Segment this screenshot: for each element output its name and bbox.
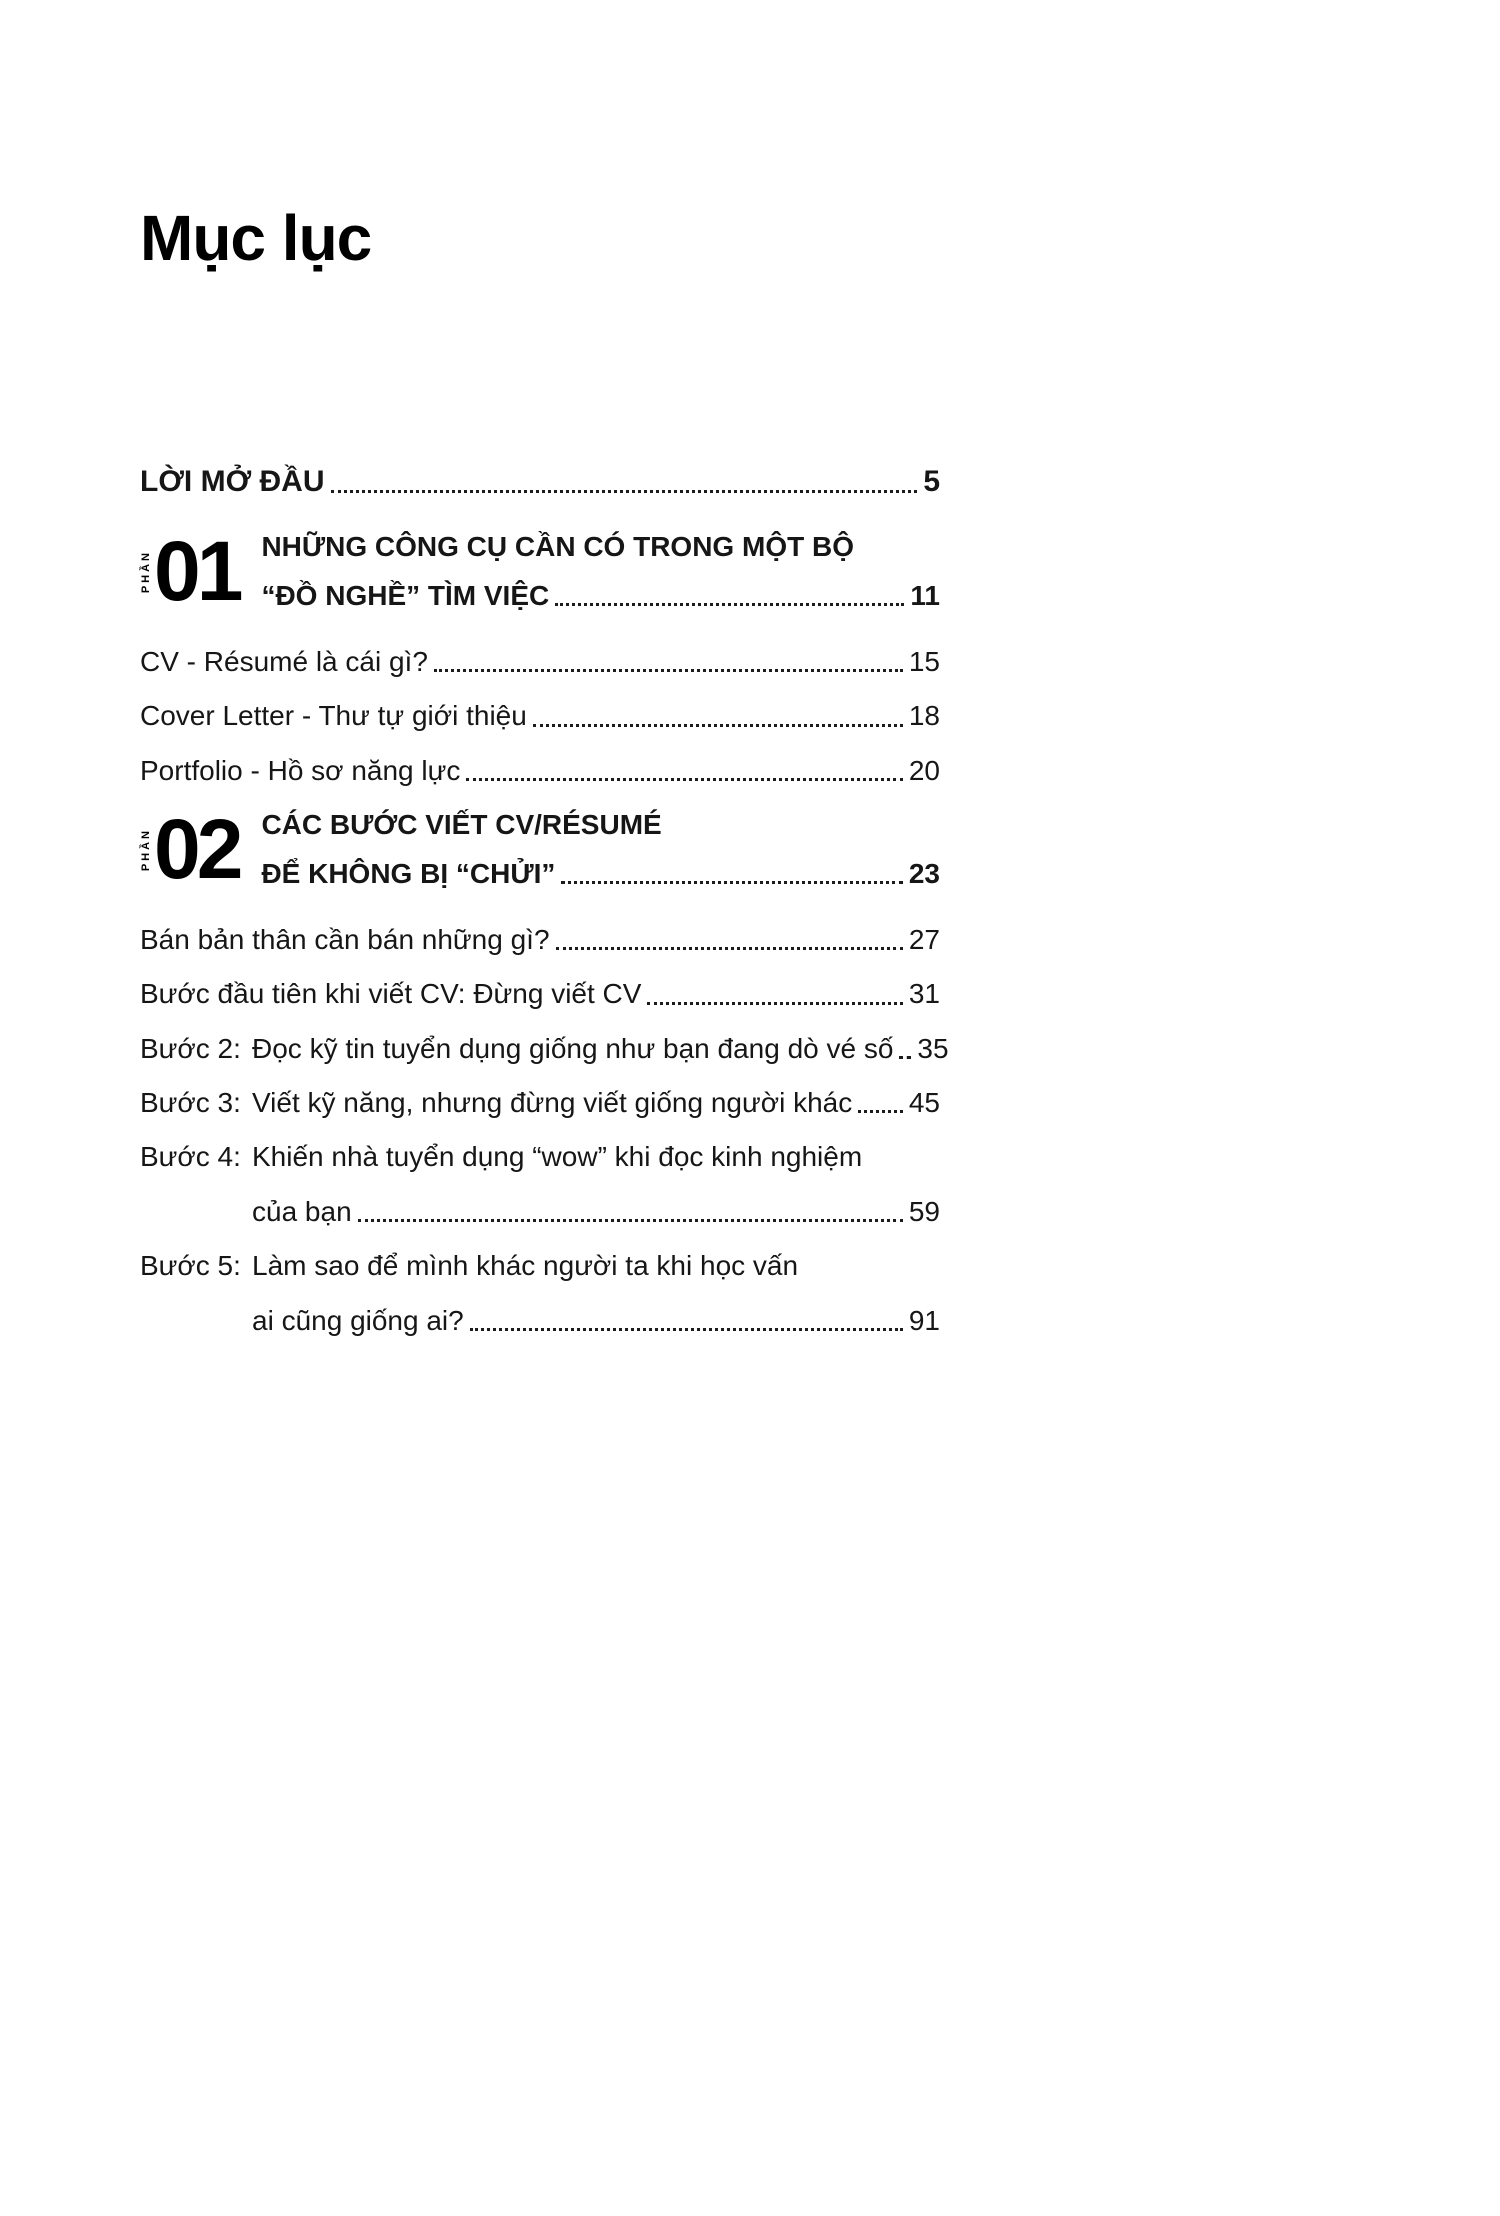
part-title-block [261,529,940,614]
toc-entry-text: Bước đầu tiên khi viết CV: Đừng viết CV [140,978,642,1010]
toc-entry-text: Viết kỹ năng, nhưng đừng viết giống người khác [252,1087,853,1119]
page-number: 31 [908,978,940,1010]
toc-entry [140,1248,940,1339]
page-number: 18 [908,700,940,732]
part-title-line2-row [261,578,940,614]
toc-entry-step-label: Bước 3: [140,1087,241,1119]
toc-entry-text: ai cũng giống ai? [252,1304,464,1336]
page-number: 91 [908,1304,940,1336]
page-number: 27 [908,923,940,955]
toc-entry-text: Bán bản thân cần bán những gì? [140,923,550,955]
toc-entry-label: LỜI MỞ ĐẦU [140,465,325,499]
page-number: 23 [908,857,940,889]
part-number: 02 [154,801,240,896]
toc-entry-text: CV - Résumé là cái gì? [140,645,428,677]
dot-leader [358,1219,903,1222]
toc-entry [140,976,940,1012]
toc-entry-text: Cover Letter - Thư tự giới thiệu [140,700,527,732]
part-number: 01 [154,523,240,618]
part-title-line1: NHỮNG CÔNG CỤ CẦN CÓ TRONG MỘT BỘ [261,531,854,563]
toc-entry-step-label: Bước 5: [140,1250,241,1282]
toc-entry-line1 [140,1248,940,1284]
page-number: 35 [917,1032,949,1064]
page-number: 15 [908,645,940,677]
toc-content [140,202,949,1357]
dot-leader [470,1328,903,1331]
part-title-line2-row [261,856,940,892]
dot-leader [899,1056,911,1059]
dot-leader [331,490,918,493]
dot-leader [434,669,903,672]
toc-entry-step-label: Bước 2: [140,1032,241,1064]
dot-leader [561,881,903,884]
dot-leader [533,724,903,727]
part-title-line2: “ĐỒ NGHỀ” TÌM VIỆC [261,579,550,611]
toc-entry-preface [140,462,940,501]
dot-leader [466,778,902,781]
toc-entry [140,698,940,734]
table-of-contents [140,462,949,1339]
part-header-2 [140,801,940,896]
toc-entry [140,1139,940,1230]
part-header-1 [140,523,940,618]
page-number: 20 [908,754,940,786]
part-title-line1: CÁC BƯỚC VIẾT CV/RÉSUMÉ [261,809,662,841]
part-word-vertical: PHẦN [140,549,152,594]
part-word-vertical: PHẦN [140,827,152,872]
page-number: 59 [908,1195,940,1227]
page-title: Mục lục [140,202,372,274]
toc-entry-line2 [140,1303,940,1339]
toc-entry-text: Khiến nhà tuyển dụng “wow” khi đọc kinh nghiệm [252,1141,863,1173]
dot-leader [858,1110,903,1113]
page-number: 45 [908,1087,940,1119]
toc-entry-step-label: Bước 4: [140,1141,241,1173]
dot-leader [555,603,904,606]
toc-entry-text: của bạn [252,1195,352,1227]
part-number-block [140,523,240,618]
toc-entry [140,922,940,958]
toc-entry-text: Portfolio - Hồ sơ năng lực [140,754,461,786]
toc-entry [140,1085,940,1121]
toc-entry-line1 [140,1139,940,1175]
part-title-block [261,807,940,892]
part-title-line2: ĐỂ KHÔNG BỊ “CHỬI” [261,857,556,889]
part-number-block [140,801,240,896]
toc-entry [140,644,940,680]
page-number: 11 [910,579,940,611]
toc-entry-text: Làm sao để mình khác người ta khi học vấn [252,1250,799,1282]
toc-entry-text: Đọc kỹ tin tuyển dụng giống như bạn đang dò vé số [252,1032,894,1064]
toc-entry-line2 [140,1194,940,1230]
page-number: 5 [923,465,940,499]
dot-leader [556,947,903,950]
dot-leader [647,1002,902,1005]
toc-entry [140,753,940,789]
toc-entry [140,1031,949,1067]
